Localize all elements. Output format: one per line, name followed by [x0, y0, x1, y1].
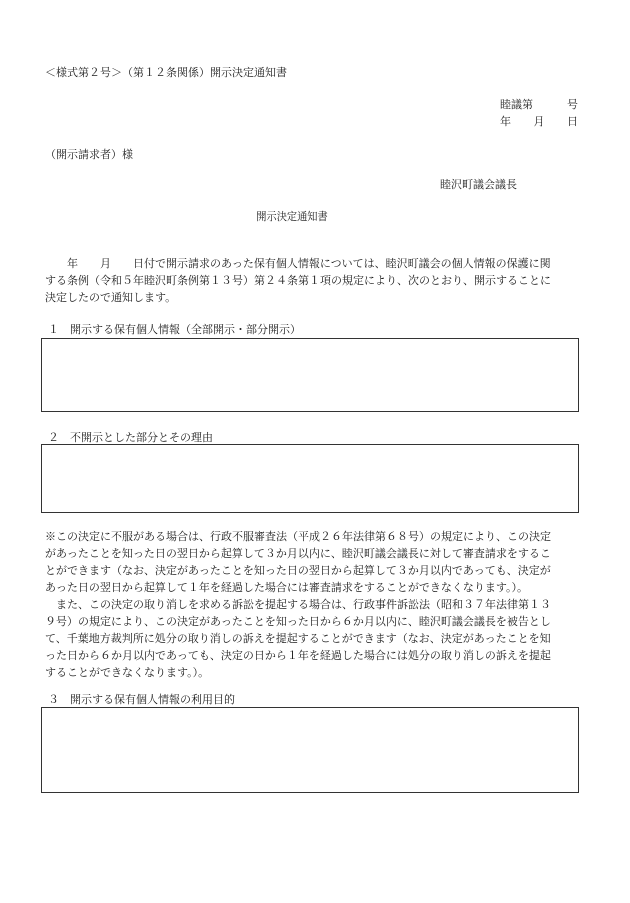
form-header: ＜様式第２号＞（第１２条関係）開示決定通知書	[45, 66, 287, 79]
intro-line-2: する条例（令和５年睦沢町条例第１３号）第２４条第１項の規定により、次のとおり、開示することに	[45, 274, 551, 287]
notice-p1-line-3: とができます（なお、決定があったことを知った日の翌日から起算して３か月以内であっても、決定が	[45, 564, 551, 577]
notice-p1-line-1: ※この決定に不服がある場合は、行政不服審査法（平成２６年法律第６８号）の規定により、この決定	[45, 530, 551, 543]
reference-number-label: 睦議第	[500, 98, 533, 111]
notice-p2-line-5: することができなくなります。）。	[45, 666, 210, 679]
reference-date-row	[500, 113, 578, 130]
notice-p2-line-1: また、この決定の取り消しを求める訴訟を提起する場合は、行政事件訴訟法（昭和３７年法律第１３	[56, 598, 551, 611]
notice-p2-line-2: ９号）の規定により、この決定があったことを知った日から６か月以内に、睦沢町議会議長を被告とし	[45, 615, 551, 628]
date-month: 月	[533, 115, 545, 129]
section-1-label: １ 開示する保有個人情報（全部開示・部分開示）	[48, 323, 301, 336]
intro-line-1: 年 月 日付で開示請求のあった保有個人情報については、睦沢町議会の個人情報の保護に関	[45, 257, 551, 270]
notice-p1-line-2: があったことを知った日の翌日から起算して３か月以内に、睦沢町議会議長に対して審査請求をするこ	[45, 547, 551, 560]
section-1-box	[41, 338, 579, 412]
notice-p1-line-4: あった日の翌日から起算して１年を経過した場合には審査請求をすることができなくなります。）。	[45, 581, 529, 594]
reference-number-suffix: 号	[567, 98, 578, 111]
document-title: 開示決定通知書	[256, 210, 328, 223]
section-2-label: ２ 不開示とした部分とその理由	[48, 431, 213, 444]
reference-number-row	[500, 96, 578, 113]
recipient: （開示請求者）様	[45, 148, 133, 161]
section-3-box	[41, 707, 579, 793]
section-3-label: ３ 開示する保有個人情報の利用目的	[48, 693, 235, 706]
date-day: 日	[567, 115, 578, 129]
section-2-box	[41, 444, 579, 513]
notice-p2-line-4: った日から６か月以内であっても、決定の日から１年を経過した場合には処分の取り消しの訴えを提起	[45, 649, 551, 662]
sender: 睦沢町議会議長	[440, 178, 517, 191]
date-year: 年	[500, 115, 511, 129]
reference-block	[500, 96, 578, 130]
intro-line-3: 決定したので通知します。	[45, 291, 177, 304]
notice-p2-line-3: て、千葉地方裁判所に処分の取り消しの訴えを提起することができます（なお、決定があったことを知	[45, 632, 551, 645]
